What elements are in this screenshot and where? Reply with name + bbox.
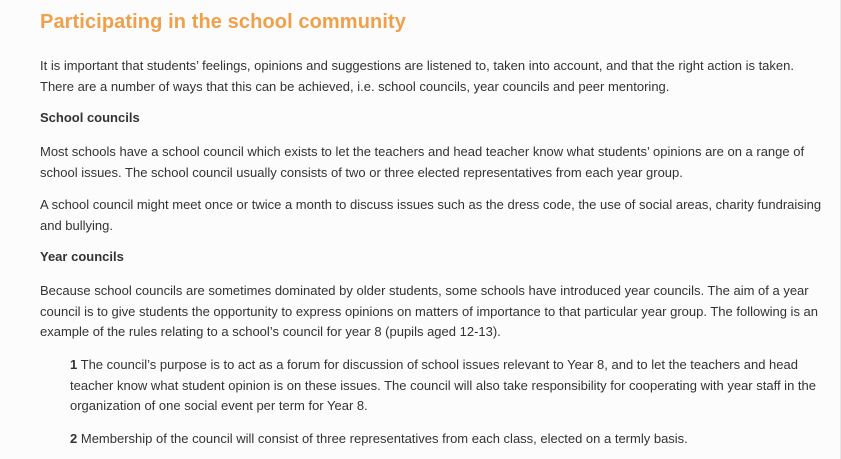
rule-item-2	[70, 429, 830, 450]
year-councils-heading: Year councils	[40, 249, 124, 264]
rule-number: 1	[70, 357, 78, 372]
year-councils-paragraph-1: Because school councils are sometimes dominated by older students, some schools have introduced year councils. The aim of a year council is to give students the opportunity to express opinions on matters of importance to that particular year group. The following is an example of the rules relating to a school’s council for year 8 (pupils aged 12-13).	[40, 283, 819, 339]
school-councils-paragraph-2: A school council might meet once or twice a month to discuss issues such as the dress code, the use of social areas, charity fundraising and bullying.	[40, 197, 822, 233]
rule-item-1	[70, 355, 830, 417]
rule-text: Membership of the council will consist of three representatives from each class, elected on a termly basis.	[80, 431, 688, 446]
school-councils-heading: School councils	[40, 110, 140, 125]
rule-number: 2	[70, 431, 78, 446]
intro-paragraph: It is important that students’ feelings, opinions and suggestions are listened to, taken into account, and that the right action is taken. There are a number of ways that this can be achieved, i.e. school councils, year councils and peer mentoring.	[40, 58, 794, 94]
rule-text: The council’s purpose is to act as a forum for discussion of school issues relevant to Year 8, and to let the teachers and head teacher know what student opinion is on these issues. The council will also take responsibility for cooperating with year staff in the organization of one social event per term for Year 8.	[70, 357, 816, 413]
page-title: Participating in the school community	[40, 11, 406, 33]
school-councils-paragraph-1: Most schools have a school council which exists to let the teachers and head teacher know what students’ opinions are on a range of school issues. The school council usually consists of two or three elected representatives from each year group.	[40, 144, 805, 180]
